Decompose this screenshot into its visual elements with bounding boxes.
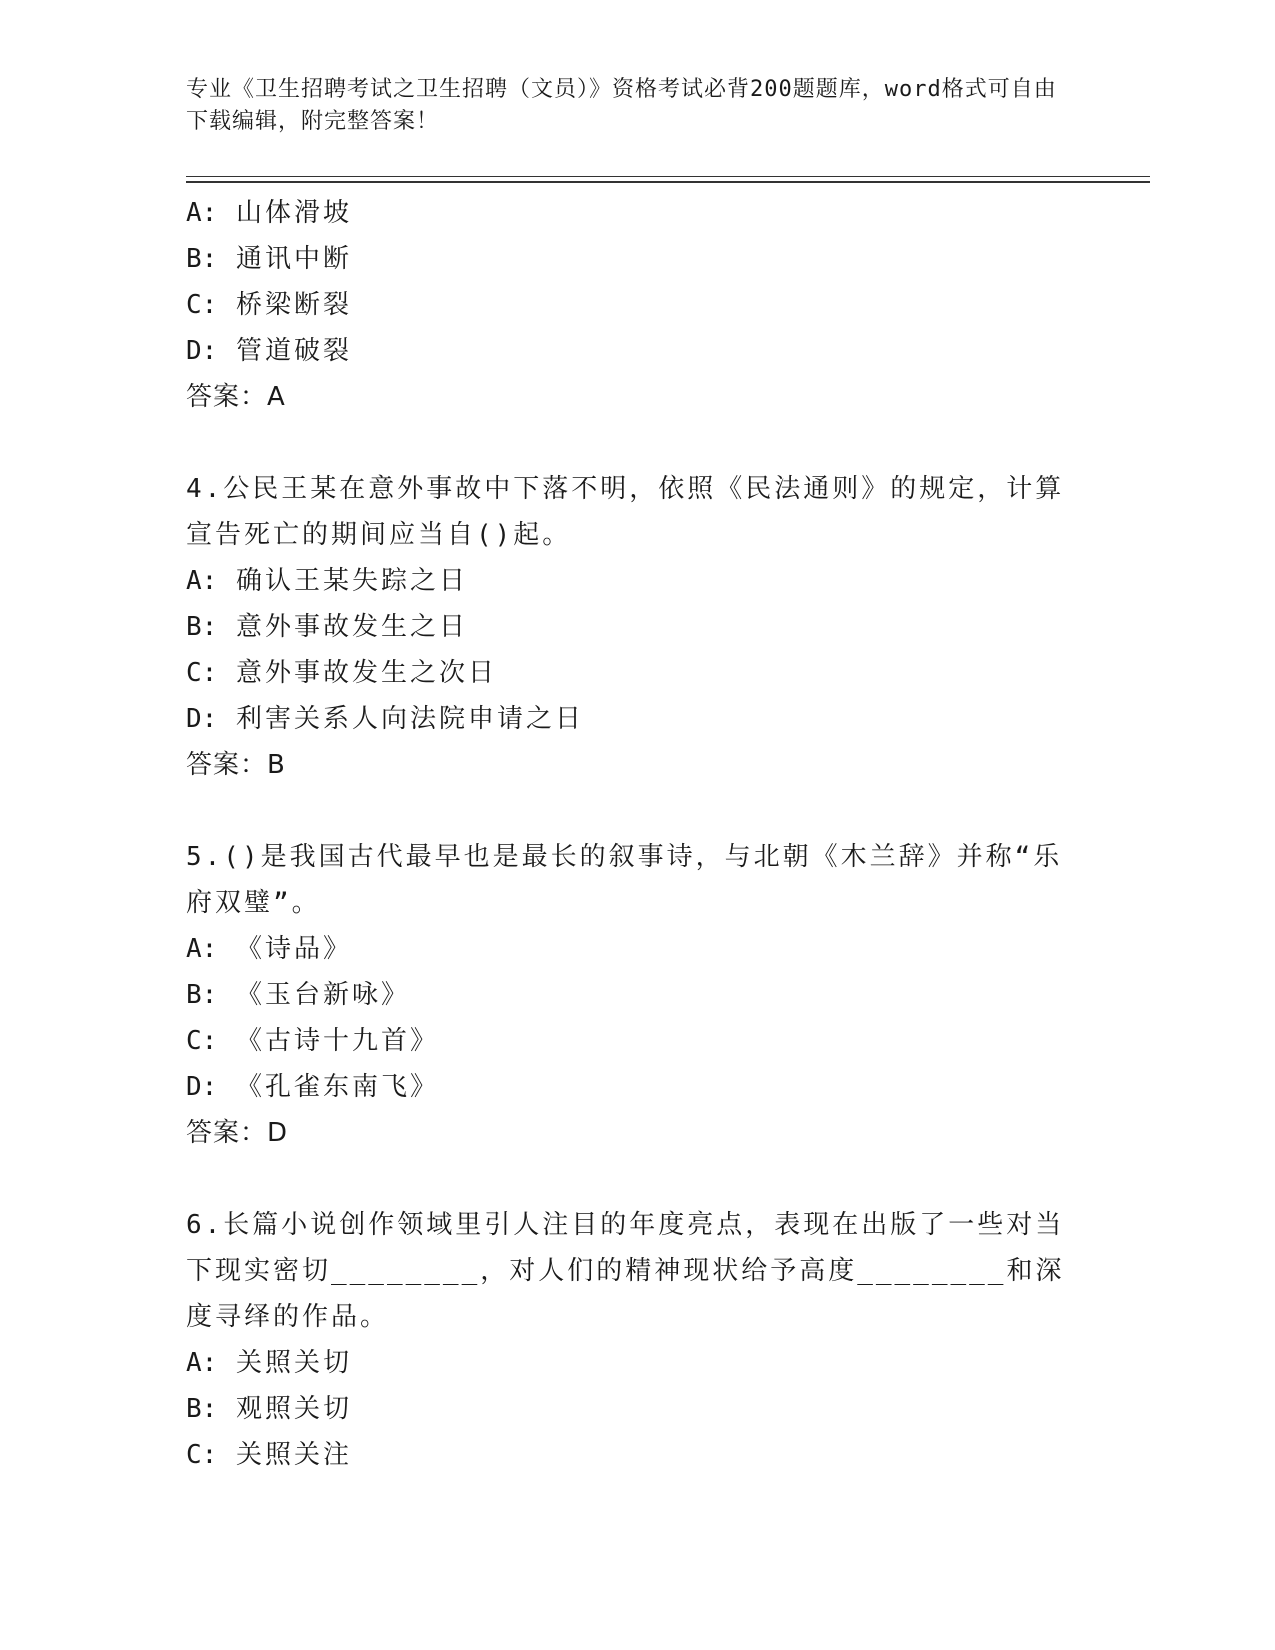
- option-letter: A:: [186, 934, 218, 964]
- option-text: 观照关切: [235, 1394, 352, 1424]
- option-a: [186, 1340, 1066, 1386]
- option-letter: A:: [186, 566, 218, 596]
- question-list: [186, 190, 1066, 1478]
- option-letter: D:: [186, 1072, 218, 1102]
- spacer: [186, 420, 1066, 466]
- option-d: [186, 1064, 1066, 1110]
- option-letter: A:: [186, 198, 218, 228]
- document-header: [186, 74, 1066, 138]
- option-letter: B:: [186, 612, 218, 642]
- option-letter: C:: [186, 1026, 218, 1056]
- option-c: [186, 1432, 1066, 1478]
- option-letter: C:: [186, 290, 218, 320]
- option-text: 利害关系人向法院申请之日: [235, 704, 584, 734]
- option-b: [186, 236, 1066, 282]
- option-d: [186, 696, 1066, 742]
- option-text: 山体滑坡: [235, 198, 352, 228]
- option-text: 关照关切: [235, 1348, 352, 1378]
- option-letter: B:: [186, 244, 218, 274]
- header-rule-thick: [186, 181, 1150, 183]
- option-letter: C:: [186, 1440, 218, 1470]
- option-text: 桥梁断裂: [235, 290, 352, 320]
- option-letter: A:: [186, 1348, 218, 1378]
- option-c: [186, 650, 1066, 696]
- question-6: [186, 1202, 1066, 1478]
- answer-line: 答案：A: [186, 382, 286, 412]
- question-stem: 4.公民王某在意外事故中下落不明，依照《民法通则》的规定，计算宣告死亡的期间应当自()起。: [186, 474, 1065, 550]
- option-text: 《玉台新咏》: [235, 980, 410, 1010]
- option-text: 管道破裂: [235, 336, 352, 366]
- question-stem: 6.长篇小说创作领域里引人注目的年度亮点，表现在出版了一些对当下现实密切________，对人们的精神现状给予高度________和深度寻绎的作品。: [186, 1210, 1065, 1332]
- spacer: [186, 1156, 1066, 1202]
- option-letter: D:: [186, 704, 218, 734]
- question-4: [186, 466, 1066, 788]
- option-text: 关照关注: [235, 1440, 352, 1470]
- option-b: [186, 604, 1066, 650]
- option-text: 《诗品》: [235, 934, 352, 964]
- option-letter: B:: [186, 980, 218, 1010]
- header-rule-thin: [186, 176, 1150, 177]
- option-letter: D:: [186, 336, 218, 366]
- answer-line: 答案：D: [186, 1118, 289, 1148]
- option-c: [186, 1018, 1066, 1064]
- option-a: [186, 190, 1066, 236]
- option-letter: B:: [186, 1394, 218, 1424]
- option-text: 通讯中断: [235, 244, 352, 274]
- option-text: 意外事故发生之日: [235, 612, 468, 642]
- option-text: 《古诗十九首》: [235, 1026, 439, 1056]
- question-5: [186, 834, 1066, 1156]
- option-text: 确认王某失踪之日: [235, 566, 468, 596]
- option-b: [186, 1386, 1066, 1432]
- question-stem: 5.()是我国古代最早也是最长的叙事诗，与北朝《木兰辞》并称“乐府双璧”。: [186, 842, 1063, 918]
- option-c: [186, 282, 1066, 328]
- option-b: [186, 972, 1066, 1018]
- answer-line: 答案：B: [186, 750, 286, 780]
- header-title: 专业《卫生招聘考试之卫生招聘（文员）》资格考试必背200题题库，word格式可自由下载编辑，附完整答案！: [186, 77, 1057, 134]
- option-d: [186, 328, 1066, 374]
- question-3: [186, 190, 1066, 420]
- spacer: [186, 788, 1066, 834]
- option-text: 《孔雀东南飞》: [235, 1072, 439, 1102]
- option-letter: C:: [186, 658, 218, 688]
- option-text: 意外事故发生之次日: [235, 658, 497, 688]
- option-a: [186, 926, 1066, 972]
- option-a: [186, 558, 1066, 604]
